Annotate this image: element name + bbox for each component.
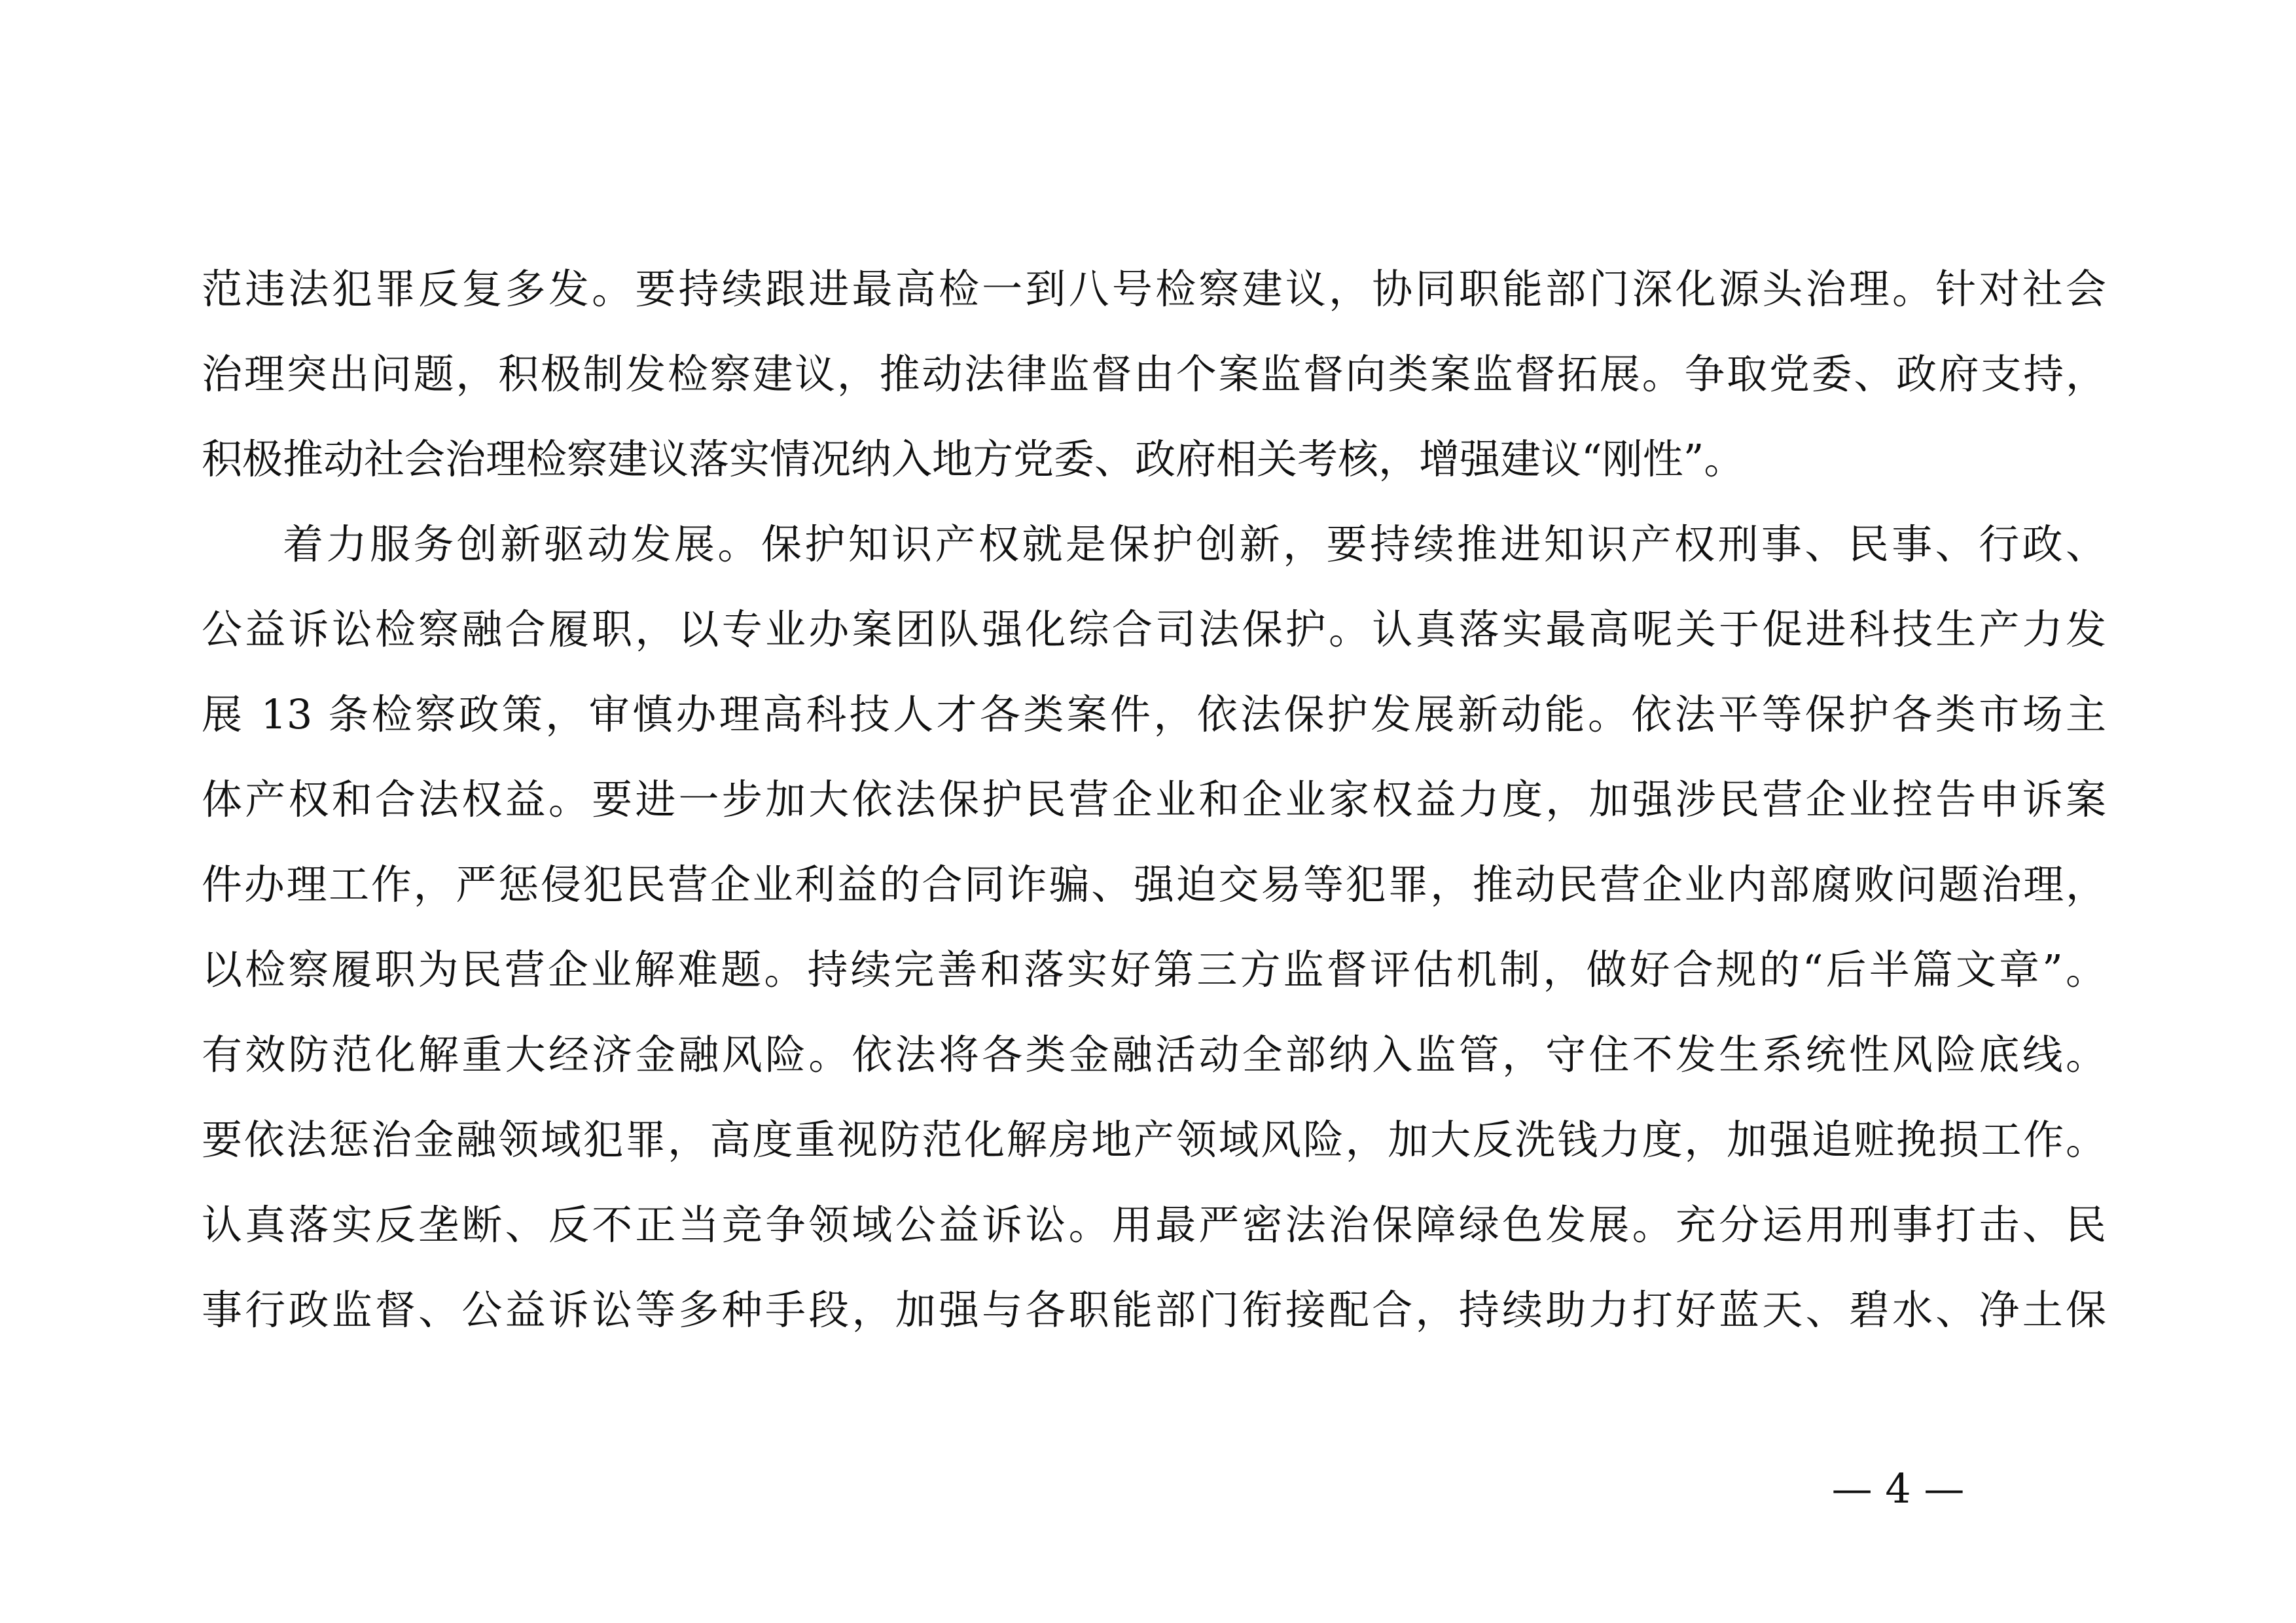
- text-line-11: 要依法惩治金融领域犯罪，高度重视防范化解房地产领域风险，加大反洗钱力度，加强追赃挽损工作。: [202, 1116, 2106, 1164]
- document-body: [202, 257, 2106, 1363]
- text-line-10: 有效防范化解重大经济金融风险。依法将各类金融活动全部纳入监管，守住不发生系统性风险底线。: [202, 1031, 2106, 1079]
- text-line-13: 事行政监督、公益诉讼等多种手段，加强与各职能部门衔接配合，持续助力打好蓝天、碧水、净土保: [202, 1286, 2106, 1334]
- text-line-1: 范违法犯罪反复多发。要持续跟进最高检一到八号检察建议，协同职能部门深化源头治理。针对社会: [202, 265, 2106, 313]
- text-line-3: 积极推动社会治理检察建议落实情况纳入地方党委、政府相关考核，增强建议“刚性”。: [202, 435, 1745, 483]
- text-line-4: 着力服务创新驱动发展。保护知识产权就是保护创新，要持续推进知识产权刑事、民事、行政、: [283, 520, 2106, 568]
- text-line-8: 件办理工作，严惩侵犯民营企业利益的合同诈骗、强迫交易等犯罪，推动民营企业内部腐败问题治理，: [202, 861, 2106, 908]
- text-line-6: 展 13 条检察政策，审慎办理高科技人才各类案件，依法保护发展新动能。依法平等保护各类市场主: [202, 690, 2106, 738]
- text-line-7: 体产权和合法权益。要进一步加大依法保护民营企业和企业家权益力度，加强涉民营企业控告申诉案: [202, 776, 2106, 823]
- text-line-12: 认真落实反垄断、反不正当竞争领域公益诉讼。用最严密法治保障绿色发展。充分运用刑事打击、民: [202, 1201, 2106, 1249]
- text-line-2: 治理突出问题，积极制发检察建议，推动法律监督由个案监督向类案监督拓展。争取党委、政府支持，: [202, 350, 2106, 398]
- page-number: — 4 —: [1831, 1465, 1965, 1512]
- text-line-9: 以检察履职为民营企业解难题。持续完善和落实好第三方监督评估机制，做好合规的“后半篇文章”。: [202, 946, 2106, 993]
- text-line-5: 公益诉讼检察融合履职，以专业办案团队强化综合司法保护。认真落实最高呢关于促进科技生产力发: [202, 605, 2106, 653]
